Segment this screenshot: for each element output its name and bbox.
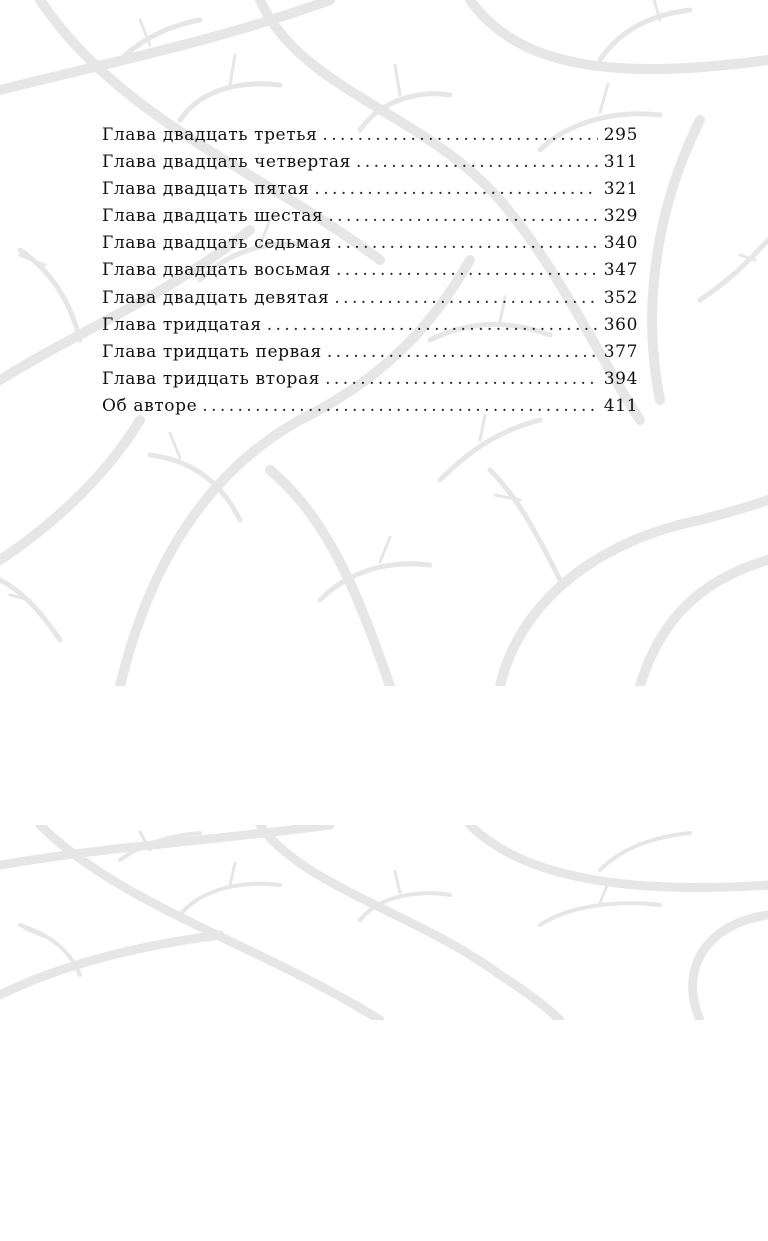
toc-entry-title: Глава двадцать четвертая: [102, 152, 351, 173]
toc-entry-page: 411: [603, 395, 638, 416]
toc-dot-leader: [334, 288, 597, 308]
toc-entry-title: Глава двадцать третья: [102, 125, 318, 145]
toc-entry-page: 352: [603, 287, 638, 308]
toc-entry-page: 394: [603, 368, 638, 389]
toc-entry: [102, 260, 638, 287]
toc-entry-page: 295: [603, 125, 638, 145]
toc-entry-title: Глава двадцать седьмая: [102, 233, 332, 254]
toc-entry-title: Глава двадцать шестая: [102, 206, 324, 227]
toc-dot-leader: [327, 342, 598, 362]
toc-entry: [102, 179, 638, 206]
table-of-contents: [102, 125, 638, 423]
toc-dot-leader: [322, 125, 597, 145]
toc-dot-leader: [328, 206, 597, 226]
toc-entry-title: Глава тридцатая: [102, 314, 262, 335]
toc-entry-page: 340: [603, 233, 638, 254]
toc-entry: [102, 396, 638, 423]
toc-entry: [102, 125, 638, 152]
toc-entry-title: Глава двадцать восьмая: [102, 260, 331, 281]
toc-entry: [102, 315, 638, 342]
toc-entry-title: Глава тридцать вторая: [102, 368, 321, 389]
toc-entry-page: 321: [603, 179, 638, 200]
toc-entry-page: 377: [603, 341, 638, 362]
toc-entry: [102, 233, 638, 260]
toc-entry-title: Об авторе: [102, 395, 198, 416]
toc-entry: [102, 288, 638, 315]
toc-dot-leader: [336, 260, 598, 280]
toc-entry: [102, 369, 638, 396]
toc-dot-leader: [325, 369, 598, 389]
toc-dot-leader: [337, 233, 598, 253]
toc-entry-page: 360: [603, 314, 638, 335]
toc-entry-title: Глава двадцать девятая: [102, 287, 330, 308]
toc-dot-leader: [314, 179, 597, 199]
toc-entry: [102, 342, 638, 369]
toc-entry-title: Глава тридцать первая: [102, 341, 322, 362]
toc-entry-page: 329: [603, 206, 638, 227]
toc-dot-leader: [202, 396, 597, 416]
branch-pattern-bottom: [0, 825, 768, 1020]
toc-entry-title: Глава двадцать пятая: [102, 179, 310, 200]
toc-entry-page: 347: [603, 260, 638, 281]
toc-entry: [102, 152, 638, 179]
toc-dot-leader: [267, 315, 598, 335]
toc-dot-leader: [356, 152, 598, 172]
toc-entry: [102, 206, 638, 233]
toc-entry-page: 311: [603, 152, 638, 173]
